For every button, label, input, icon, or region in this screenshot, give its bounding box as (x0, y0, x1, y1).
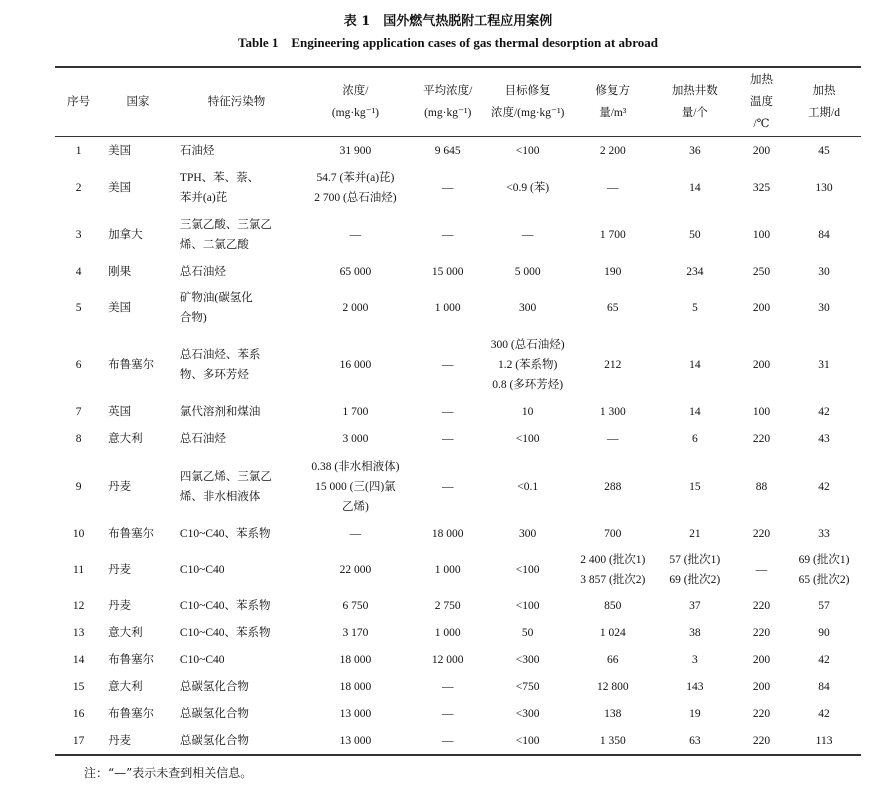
table-cell: 刚果 (108, 265, 132, 278)
table-cell: 3 (691, 654, 698, 666)
table-cell: 700 (604, 527, 622, 540)
table-cell: 总碳氢化合物 (179, 734, 249, 747)
table-cell: 美国 (108, 144, 132, 157)
table-row (55, 211, 861, 259)
table-row (55, 399, 861, 425)
table-cell: <300 (515, 654, 540, 666)
table-cell: 意大利 (108, 681, 143, 693)
table-cell: 美国 (108, 301, 132, 314)
table-cell: 31 (818, 358, 830, 371)
table-cell: C10~C40 (179, 654, 225, 666)
table-cell: 丹麦 (108, 734, 132, 747)
table-cell: 5 (75, 301, 82, 314)
table-cell: 38 (689, 627, 701, 639)
table-row (55, 620, 861, 647)
table-cell: 9 645 (434, 144, 461, 157)
table-cell: 130 (815, 181, 833, 194)
table-cell: 138 (604, 708, 622, 720)
table-cell: 45 (818, 144, 830, 157)
table-cell: <750 (515, 681, 540, 693)
table-cell: 3 170 (342, 627, 369, 639)
table-cell: — (441, 681, 454, 693)
table-cell: <100 (515, 734, 540, 747)
table-cell: 33 (818, 527, 830, 540)
table-cell: 1 700 (342, 405, 369, 418)
table-cell: — (607, 181, 619, 194)
table-cell: 200 (752, 301, 771, 314)
table-cell: 90 (818, 627, 830, 639)
table-cell: 17 (72, 734, 85, 747)
table-cell: 总碳氢化合物 (179, 708, 249, 720)
table-row (55, 593, 861, 620)
table-cell: 14 (689, 181, 701, 194)
table-cell: 57 (818, 600, 830, 612)
column-header: 序号 (55, 67, 102, 137)
table-cell: — (441, 181, 454, 194)
table-cell: 12 (72, 600, 85, 612)
table-cell: — (441, 358, 454, 371)
table-row (55, 259, 861, 285)
table-cell: 22 000 (339, 563, 372, 576)
table-row (55, 453, 861, 521)
table-cell: C10~C40、苯系物 (179, 627, 271, 639)
table-cell: <100 (515, 144, 540, 157)
table-cell: 2 200 (599, 144, 626, 157)
table-cell: 2 750 (434, 600, 461, 612)
table-cell: <100 (515, 432, 540, 445)
table-cell: 200 (752, 654, 771, 666)
table-cell: 36 (689, 144, 701, 157)
table-cell: 总石油烃 (179, 265, 226, 278)
table-cell: C10~C40、苯系物 (179, 600, 271, 612)
table-cell: 100 (752, 405, 771, 418)
table-cell: 14 (72, 654, 85, 666)
table-cell: 丹麦 (108, 563, 132, 576)
table-cell: 16 (72, 708, 85, 720)
table-cell: 丹麦 (108, 600, 132, 612)
table-cell: 英国 (108, 405, 132, 418)
table-cell: 220 (752, 432, 771, 445)
table-cell: 美国 (108, 181, 132, 194)
table-cell: 30 (818, 301, 830, 314)
table-cell: 100 (752, 228, 771, 241)
table-cell: 4 (75, 265, 82, 278)
table-cell: 布鲁塞尔 (108, 654, 155, 666)
table-cell: 1 (75, 144, 82, 157)
table-cell: 220 (752, 600, 771, 612)
table-cell: 220 (752, 734, 771, 747)
table-cell: 7 (75, 405, 82, 418)
table-cell: 200 (752, 681, 771, 693)
table-cell: 10 (72, 527, 85, 540)
table-cell: 50 (521, 627, 534, 639)
table-cell: 总石油烃、苯系 物、多环芳烃 (179, 348, 261, 381)
table-cell: 12 800 (596, 681, 629, 693)
table-cell: <100 (515, 600, 540, 612)
table-cell: — (441, 708, 454, 720)
table-cell: 三氯乙酸、三氯乙 烯、二氯乙酸 (179, 218, 272, 251)
table-cell: 300 (总石油烃) 1.2 (苯系物) 0.8 (多环芳烃) (490, 338, 565, 391)
table-cell: 布鲁塞尔 (108, 708, 155, 720)
table-row (55, 165, 861, 211)
column-header: 浓度/ (mg·kg⁻¹) (299, 67, 412, 137)
table-cell: 18 000 (339, 681, 372, 693)
table-cell: C10~C40 (179, 563, 225, 576)
table-cell: 18 000 (339, 654, 372, 666)
table-cell: 10 (521, 405, 534, 418)
table-row (55, 331, 861, 399)
table-cell: 丹麦 (108, 480, 132, 493)
column-header: 目标修复 浓度/(mg·kg⁻¹) (484, 67, 572, 137)
table-cell: 1 000 (434, 563, 461, 576)
table-row (55, 647, 861, 674)
table-cell: 42 (818, 480, 830, 493)
table-cell: 325 (752, 181, 771, 194)
table-cell: 300 (519, 301, 537, 314)
table-cell: 84 (818, 228, 830, 241)
table-cell: — (607, 432, 619, 445)
table-row (55, 674, 861, 701)
table-cell: — (521, 228, 534, 241)
table-cell: 意大利 (108, 627, 143, 639)
table-cell: 69 (批次1) 65 (批次2) (798, 553, 850, 586)
table-cell: 13 (72, 627, 85, 639)
table-cell: 11 (73, 563, 85, 576)
table-cell: 65 000 (339, 265, 372, 278)
table-cell: — (441, 480, 454, 493)
table-cell: — (441, 432, 454, 445)
column-header: 平均浓度/ (mg·kg⁻¹) (412, 67, 484, 137)
table-cell: 57 (批次1) 69 (批次2) (669, 553, 721, 586)
table-cell: 42 (818, 708, 830, 720)
table-cell: 30 (818, 265, 830, 278)
table-cell: 6 750 (342, 600, 369, 612)
table-cell: <0.9 (苯) (506, 181, 550, 194)
column-header: 修复方 量/m³ (572, 67, 654, 137)
table-cell: — (349, 228, 362, 241)
table-cell: 2 000 (342, 301, 369, 314)
table-cell: <100 (515, 563, 540, 576)
table-title-en: Table 1 Engineering application cases of gas thermal desorption at abroad (238, 35, 658, 50)
table-cell: 13 000 (339, 734, 372, 747)
table-cell: 16 000 (339, 358, 372, 371)
header-row (55, 67, 861, 137)
table-cell: 37 (689, 600, 701, 612)
table-cell: 3 (75, 228, 82, 241)
table-cell: 220 (752, 527, 771, 540)
table-cell: 66 (607, 654, 619, 666)
table-row (55, 547, 861, 593)
table-cell: 2 (75, 181, 82, 194)
table-cell: 212 (604, 358, 622, 371)
table-cell: 9 (75, 480, 82, 493)
table-cell: 13 000 (339, 708, 372, 720)
table-cell: 6 (75, 358, 82, 371)
table-cell: 总石油烃 (179, 432, 226, 445)
table-cell: 四氯乙烯、三氯乙 烯、非水相液体 (179, 470, 272, 503)
column-header: 特征污染物 (174, 67, 299, 137)
column-header: 国家 (102, 67, 174, 137)
table-cell: — (755, 563, 768, 576)
table-row (55, 701, 861, 728)
table-cell: 1 700 (599, 228, 626, 241)
column-header: 加热 工期/d (787, 67, 861, 137)
table-cell: 850 (604, 600, 622, 612)
table-cell: 0.38 (非水相液体) 15 000 (三(四)氯 乙烯) (311, 460, 400, 513)
table-cell: 5 (691, 301, 698, 314)
table-cell: 200 (752, 144, 771, 157)
table-cell: 意大利 (108, 432, 143, 445)
column-header: 加热 温度 /℃ (736, 67, 787, 137)
table-cell: 300 (519, 527, 537, 540)
table-cell: 42 (818, 405, 830, 418)
table-cell: 19 (689, 708, 701, 720)
table-row (55, 285, 861, 331)
table-cell: 1 350 (599, 734, 626, 747)
table-cell: 14 (689, 405, 701, 418)
table-cell: 54.7 (苯并(a)芘) 2 700 (总石油烃) (314, 171, 397, 204)
table-cell: 42 (818, 654, 830, 666)
table-cell: 43 (818, 432, 830, 445)
table-cell: 1 000 (434, 301, 461, 314)
table-cell: 113 (815, 734, 833, 747)
table-cell: 石油烃 (179, 144, 215, 157)
table-cell: 加拿大 (108, 228, 143, 241)
table-cell: — (441, 228, 454, 241)
table-cell: 布鲁塞尔 (108, 527, 155, 540)
table-cell: 63 (689, 734, 701, 747)
table-cell: 84 (818, 681, 830, 693)
table-cell: 氯代溶剂和煤油 (179, 405, 261, 418)
table-cell: 1 024 (599, 627, 626, 639)
table-cell: 3 000 (342, 432, 369, 445)
table-cell: 220 (752, 708, 771, 720)
table-cell: — (441, 405, 454, 418)
table-cell: 143 (686, 681, 704, 693)
column-header: 加热井数 量/个 (654, 67, 736, 137)
table-cell: 1 300 (599, 405, 626, 418)
table-cell: 234 (686, 265, 704, 278)
table-cell: 总碳氢化合物 (179, 681, 249, 693)
table-cell: 50 (689, 228, 701, 241)
table-cell: 18 000 (431, 527, 464, 540)
table-cell: 250 (752, 265, 771, 278)
table-cell: 15 000 (431, 265, 464, 278)
table-cell: 288 (604, 480, 622, 493)
table-note: 注：“—”表示未查到相关信息。 (84, 766, 253, 780)
table-cell: <0.1 (517, 480, 539, 493)
table-cell: — (349, 527, 362, 540)
table-cell: 2 400 (批次1) 3 857 (批次2) (580, 553, 646, 586)
table-row (55, 521, 861, 547)
table-cell: 220 (752, 627, 771, 639)
table-cell: 200 (752, 358, 771, 371)
table-title-cn: 表 1 国外燃气热脱附工程应用案例 (343, 14, 553, 29)
table-cell: <300 (515, 708, 540, 720)
table-cell: 65 (607, 301, 619, 314)
table-cell: TPH、苯、萘、 苯并(a)芘 (179, 171, 260, 204)
table-cell: 190 (604, 265, 622, 278)
table-cell: 8 (75, 432, 82, 445)
table-cell: 5 000 (514, 265, 541, 278)
table-cell: 14 (689, 358, 701, 371)
table-cell: 矿物油(碳氢化 合物) (179, 291, 253, 324)
table-row (55, 728, 861, 755)
cases-table (55, 66, 861, 756)
table-row (55, 137, 861, 165)
table-cell: 15 (689, 480, 701, 493)
table-cell: 6 (691, 432, 698, 445)
table-row (55, 425, 861, 453)
table-cell: — (441, 734, 454, 747)
table-cell: 12 000 (431, 654, 464, 666)
table-cell: 1 000 (434, 627, 461, 639)
table-cell: 布鲁塞尔 (108, 358, 155, 371)
table-cell: 21 (689, 527, 701, 540)
table-cell: C10~C40、苯系物 (179, 527, 271, 540)
table-cell: 88 (755, 480, 768, 493)
table-cell: 15 (72, 681, 85, 693)
table-cell: 31 900 (339, 144, 372, 157)
